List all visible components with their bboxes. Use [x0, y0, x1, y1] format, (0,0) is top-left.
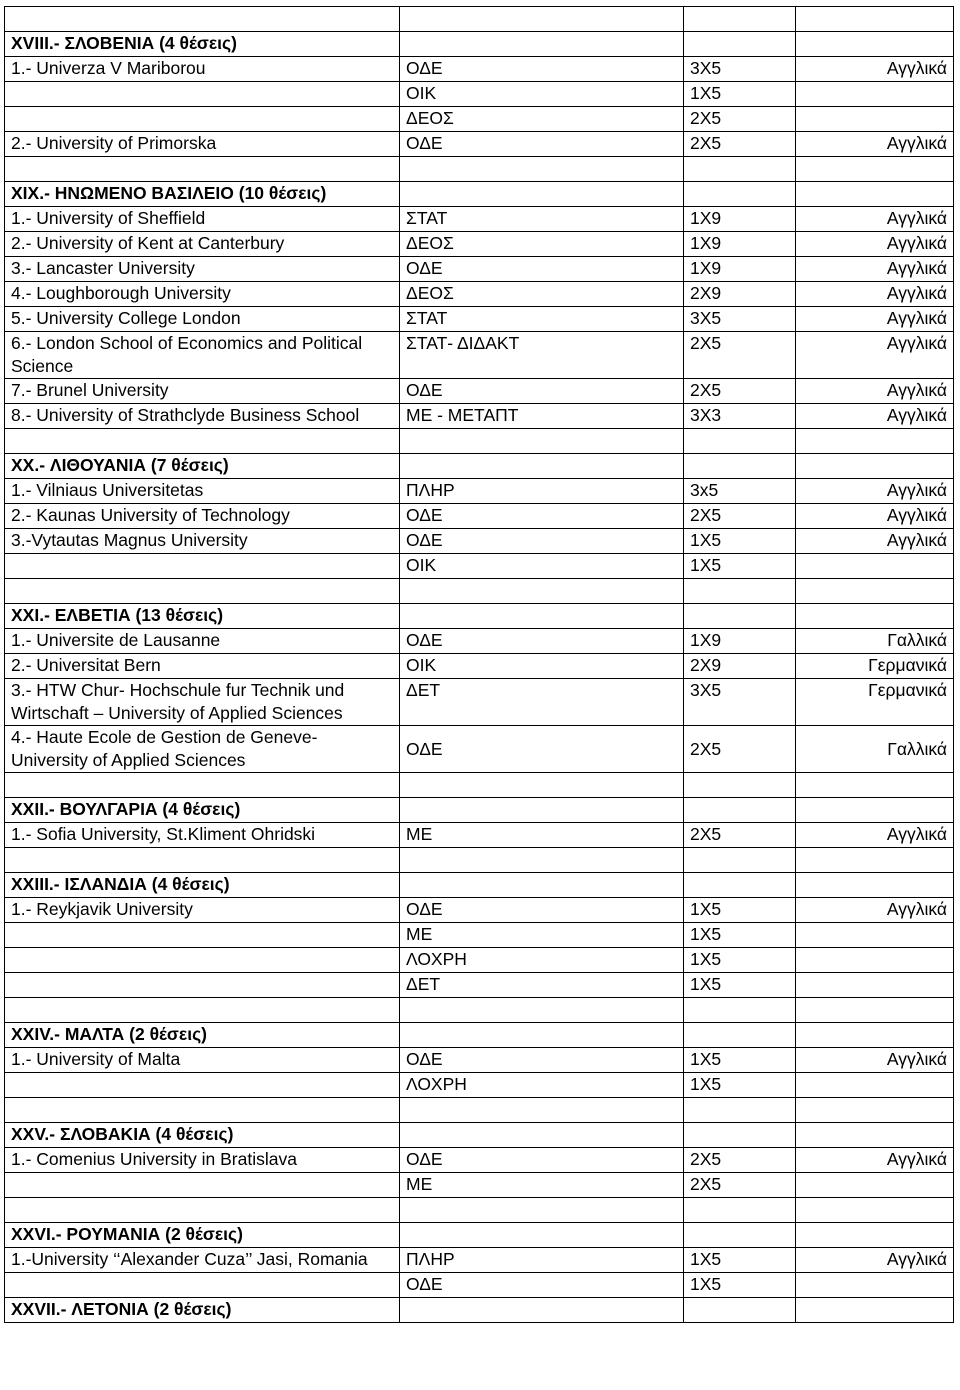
empty-cell [5, 998, 400, 1023]
empty-cell [684, 773, 796, 798]
positions-cell: 3X5 [684, 679, 796, 726]
department-code-cell: ΟΔΕ [400, 57, 684, 82]
blank-row [5, 157, 954, 182]
language-cell: Αγγλικά [796, 898, 954, 923]
country-heading: XXV.- ΣΛΟΒΑΚΙΑ (4 θέσεις) [5, 1123, 400, 1148]
empty-cell [684, 429, 796, 454]
department-code-cell: ΜΕ [400, 823, 684, 848]
language-cell [796, 82, 954, 107]
table-row [5, 726, 954, 773]
country-heading-row [5, 604, 954, 629]
table-row [5, 132, 954, 157]
empty-cell [796, 1123, 954, 1148]
table-row [5, 679, 954, 726]
language-cell: Αγγλικά [796, 332, 954, 379]
empty-cell [400, 1023, 684, 1048]
university-name-cell: 7.- Brunel University [5, 379, 400, 404]
empty-cell [400, 873, 684, 898]
language-cell: Αγγλικά [796, 479, 954, 504]
empty-cell [796, 1098, 954, 1123]
blank-row [5, 848, 954, 873]
positions-cell: 1X5 [684, 923, 796, 948]
department-code-cell: ΟΔΕ [400, 1273, 684, 1298]
department-code-cell: ΔΕΤ [400, 679, 684, 726]
university-name-cell: 1.- Sofia University, St.Kliment Ohridski [5, 823, 400, 848]
positions-cell: 2X5 [684, 379, 796, 404]
language-cell [796, 1073, 954, 1098]
language-cell: Γερμανικά [796, 679, 954, 726]
positions-cell: 2X5 [684, 107, 796, 132]
department-code-cell: ΟΔΕ [400, 898, 684, 923]
university-name-cell: 2.- Kaunas University of Technology [5, 504, 400, 529]
empty-cell [796, 998, 954, 1023]
empty-cell [796, 1298, 954, 1323]
table-row [5, 1273, 954, 1298]
university-name-cell: 1.- Vilniaus Universitetas [5, 479, 400, 504]
empty-cell [796, 773, 954, 798]
empty-cell [796, 157, 954, 182]
department-code-cell: ΛΟΧΡΗ [400, 1073, 684, 1098]
empty-cell [5, 1098, 400, 1123]
empty-cell [684, 1298, 796, 1323]
language-cell: Γαλλικά [796, 726, 954, 773]
university-name-cell [5, 923, 400, 948]
country-heading: XXIV.- ΜΑΛΤΑ (2 θέσεις) [5, 1023, 400, 1048]
university-name-cell [5, 1173, 400, 1198]
language-cell [796, 107, 954, 132]
university-name-cell: 8.- University of Strathclyde Business School [5, 404, 400, 429]
department-code-cell: ΟΔΕ [400, 1048, 684, 1073]
country-heading-row [5, 454, 954, 479]
empty-cell [400, 579, 684, 604]
table-row [5, 1073, 954, 1098]
institutions-table [4, 6, 954, 1323]
department-code-cell: ΔΕΟΣ [400, 282, 684, 307]
positions-cell: 2X5 [684, 823, 796, 848]
language-cell: Αγγλικά [796, 1148, 954, 1173]
empty-cell [400, 7, 684, 32]
empty-cell [684, 579, 796, 604]
language-cell: Αγγλικά [796, 57, 954, 82]
university-name-cell: 2.- University of Kent at Canterbury [5, 232, 400, 257]
blank-row [5, 579, 954, 604]
table-row [5, 307, 954, 332]
department-code-cell: ΣΤΑΤ [400, 307, 684, 332]
university-name-cell [5, 973, 400, 998]
table-row [5, 479, 954, 504]
language-cell [796, 948, 954, 973]
blank-row [5, 1098, 954, 1123]
positions-cell: 2X9 [684, 654, 796, 679]
positions-cell: 3x5 [684, 479, 796, 504]
university-name-cell: 1.- Univerza V Mariborou [5, 57, 400, 82]
table-row [5, 1248, 954, 1273]
department-code-cell: ΟΔΕ [400, 132, 684, 157]
department-code-cell: ΟΔΕ [400, 257, 684, 282]
empty-cell [796, 429, 954, 454]
positions-cell: 3X5 [684, 307, 796, 332]
empty-cell [796, 848, 954, 873]
language-cell: Γαλλικά [796, 629, 954, 654]
university-name-cell: 4.- Haute Ecole de Gestion de Geneve- University of Applied Sciences [5, 726, 400, 773]
table-body [5, 7, 954, 1323]
university-name-cell: 3.- HTW Chur- Hochschule fur Technik und Wirtschaft – University of Applied Sciences [5, 679, 400, 726]
empty-cell [796, 454, 954, 479]
university-name-cell [5, 107, 400, 132]
empty-cell [400, 182, 684, 207]
empty-cell [684, 454, 796, 479]
empty-cell [684, 873, 796, 898]
table-row [5, 207, 954, 232]
table-row [5, 823, 954, 848]
empty-cell [796, 1198, 954, 1223]
university-name-cell: 1.- Universite de Lausanne [5, 629, 400, 654]
empty-cell [684, 1098, 796, 1123]
empty-cell [400, 1298, 684, 1323]
positions-cell: 1X5 [684, 1273, 796, 1298]
country-heading: XXI.- ΕΛΒΕΤΙΑ (13 θέσεις) [5, 604, 400, 629]
empty-cell [400, 773, 684, 798]
empty-cell [400, 1098, 684, 1123]
university-name-cell: 1.- University of Sheffield [5, 207, 400, 232]
country-heading-row [5, 873, 954, 898]
positions-cell: 1X5 [684, 1248, 796, 1273]
positions-cell: 1X9 [684, 257, 796, 282]
country-heading: XXVI.- ΡΟΥΜΑΝΙΑ (2 θέσεις) [5, 1223, 400, 1248]
empty-cell [400, 1123, 684, 1148]
language-cell: Αγγλικά [796, 307, 954, 332]
blank-row [5, 429, 954, 454]
department-code-cell: ΣΤΑΤ [400, 207, 684, 232]
positions-cell: 2X5 [684, 1148, 796, 1173]
department-code-cell: ΔΕΟΣ [400, 232, 684, 257]
language-cell: Αγγλικά [796, 1248, 954, 1273]
positions-cell: 1X9 [684, 232, 796, 257]
language-cell [796, 554, 954, 579]
empty-cell [400, 32, 684, 57]
university-name-cell: 5.- University College London [5, 307, 400, 332]
empty-cell [684, 1198, 796, 1223]
table-row [5, 898, 954, 923]
table-row [5, 1048, 954, 1073]
language-cell [796, 1173, 954, 1198]
department-code-cell: ΟΔΕ [400, 529, 684, 554]
empty-cell [684, 604, 796, 629]
university-name-cell: 2.- Universitat Bern [5, 654, 400, 679]
country-heading: XXII.- ΒΟΥΛΓΑΡΙΑ (4 θέσεις) [5, 798, 400, 823]
language-cell: Γερμανικά [796, 654, 954, 679]
department-code-cell: ΟΙΚ [400, 82, 684, 107]
country-heading-row [5, 1223, 954, 1248]
department-code-cell: ΟΔΕ [400, 629, 684, 654]
positions-cell: 3X3 [684, 404, 796, 429]
department-code-cell: ΜΕ [400, 1173, 684, 1198]
university-name-cell [5, 948, 400, 973]
blank-row [5, 773, 954, 798]
department-code-cell: ΠΛΗΡ [400, 479, 684, 504]
country-heading: XX.- ΛΙΘΟΥΑΝΙΑ (7 θέσεις) [5, 454, 400, 479]
department-code-cell: ΔΕΤ [400, 973, 684, 998]
empty-cell [400, 998, 684, 1023]
language-cell: Αγγλικά [796, 257, 954, 282]
department-code-cell: ΟΙΚ [400, 554, 684, 579]
language-cell [796, 923, 954, 948]
table-row [5, 948, 954, 973]
language-cell: Αγγλικά [796, 282, 954, 307]
table-row [5, 257, 954, 282]
empty-cell [796, 32, 954, 57]
empty-cell [684, 7, 796, 32]
empty-cell [400, 848, 684, 873]
language-cell: Αγγλικά [796, 504, 954, 529]
country-heading-row [5, 32, 954, 57]
table-row [5, 379, 954, 404]
empty-cell [684, 1223, 796, 1248]
language-cell: Αγγλικά [796, 232, 954, 257]
empty-cell [5, 1198, 400, 1223]
empty-cell [5, 7, 400, 32]
positions-cell: 1X5 [684, 554, 796, 579]
empty-cell [400, 604, 684, 629]
empty-cell [796, 873, 954, 898]
positions-cell: 2X5 [684, 1173, 796, 1198]
empty-cell [684, 182, 796, 207]
country-heading: XVIII.- ΣΛΟΒΕΝΙΑ (4 θέσεις) [5, 32, 400, 57]
positions-cell: 2X9 [684, 282, 796, 307]
table-row [5, 107, 954, 132]
language-cell: Αγγλικά [796, 404, 954, 429]
positions-cell: 1X5 [684, 1048, 796, 1073]
positions-cell: 1X9 [684, 629, 796, 654]
positions-cell: 2X5 [684, 132, 796, 157]
empty-cell [400, 157, 684, 182]
country-heading: XXIII.- ΙΣΛΑΝΔΙΑ (4 θέσεις) [5, 873, 400, 898]
country-heading-row [5, 1023, 954, 1048]
country-heading-row [5, 798, 954, 823]
country-heading-row [5, 1298, 954, 1323]
department-code-cell: ΟΔΕ [400, 504, 684, 529]
department-code-cell: ΟΔΕ [400, 379, 684, 404]
empty-cell [400, 1223, 684, 1248]
empty-cell [400, 454, 684, 479]
table-row [5, 629, 954, 654]
university-name-cell: 1.- University of Malta [5, 1048, 400, 1073]
language-cell [796, 973, 954, 998]
language-cell: Αγγλικά [796, 529, 954, 554]
empty-cell [684, 848, 796, 873]
positions-cell: 2X5 [684, 332, 796, 379]
department-code-cell: ΟΔΕ [400, 726, 684, 773]
table-row [5, 232, 954, 257]
language-cell: Αγγλικά [796, 1048, 954, 1073]
positions-cell: 1X5 [684, 529, 796, 554]
department-code-cell: ΔΕΟΣ [400, 107, 684, 132]
table-row [5, 404, 954, 429]
empty-cell [684, 1123, 796, 1148]
empty-cell [684, 157, 796, 182]
country-heading-row [5, 182, 954, 207]
language-cell [796, 1273, 954, 1298]
table-row [5, 923, 954, 948]
country-heading: XXVII.- ΛΕΤΟΝΙΑ (2 θέσεις) [5, 1298, 400, 1323]
university-name-cell [5, 82, 400, 107]
empty-cell [5, 157, 400, 182]
university-name-cell: 4.- Loughborough University [5, 282, 400, 307]
positions-cell: 3X5 [684, 57, 796, 82]
blank-row [5, 1198, 954, 1223]
empty-cell [400, 1198, 684, 1223]
table-row [5, 1148, 954, 1173]
table-row [5, 332, 954, 379]
empty-cell [5, 773, 400, 798]
university-name-cell [5, 1273, 400, 1298]
positions-cell: 2X5 [684, 504, 796, 529]
department-code-cell: ΟΔΕ [400, 1148, 684, 1173]
university-name-cell: 3.- Lancaster University [5, 257, 400, 282]
empty-cell [684, 32, 796, 57]
department-code-cell: ΜΕ [400, 923, 684, 948]
positions-cell: 2X5 [684, 726, 796, 773]
empty-cell [796, 604, 954, 629]
language-cell: Αγγλικά [796, 207, 954, 232]
table-row [5, 973, 954, 998]
department-code-cell: ΟΙΚ [400, 654, 684, 679]
empty-cell [400, 798, 684, 823]
university-name-cell [5, 1073, 400, 1098]
empty-cell [796, 182, 954, 207]
table-row [5, 282, 954, 307]
country-heading: XIX.- ΗΝΩΜΕΝΟ ΒΑΣΙΛΕΙΟ (10 θέσεις) [5, 182, 400, 207]
empty-cell [796, 798, 954, 823]
positions-cell: 1X5 [684, 82, 796, 107]
university-name-cell: 3.-Vytautas Magnus University [5, 529, 400, 554]
empty-cell [5, 429, 400, 454]
language-cell: Αγγλικά [796, 132, 954, 157]
university-name-cell: 1.- Reykjavik University [5, 898, 400, 923]
empty-cell [796, 579, 954, 604]
table-row [5, 554, 954, 579]
blank-row [5, 7, 954, 32]
university-name-cell: 6.- London School of Economics and Political Science [5, 332, 400, 379]
table-row [5, 654, 954, 679]
empty-cell [796, 1223, 954, 1248]
positions-cell: 1X9 [684, 207, 796, 232]
table-row [5, 504, 954, 529]
language-cell: Αγγλικά [796, 823, 954, 848]
positions-cell: 1X5 [684, 973, 796, 998]
table-row [5, 1173, 954, 1198]
university-name-cell [5, 554, 400, 579]
empty-cell [684, 1023, 796, 1048]
university-name-cell: 2.- University of Primorska [5, 132, 400, 157]
blank-row [5, 998, 954, 1023]
positions-cell: 1X5 [684, 948, 796, 973]
department-code-cell: ΜΕ - ΜΕΤΑΠΤ [400, 404, 684, 429]
table-row [5, 529, 954, 554]
empty-cell [796, 7, 954, 32]
empty-cell [400, 429, 684, 454]
table-row [5, 82, 954, 107]
empty-cell [5, 848, 400, 873]
country-heading-row [5, 1123, 954, 1148]
department-code-cell: ΛΟΧΡΗ [400, 948, 684, 973]
empty-cell [684, 798, 796, 823]
empty-cell [684, 998, 796, 1023]
positions-cell: 1X5 [684, 1073, 796, 1098]
language-cell: Αγγλικά [796, 379, 954, 404]
department-code-cell: ΣΤΑΤ- ΔΙΔΑΚΤ [400, 332, 684, 379]
university-name-cell: 1.- Comenius University in Bratislava [5, 1148, 400, 1173]
table-row [5, 57, 954, 82]
university-name-cell: 1.-University ‘‘Alexander Cuza’’ Jasi, Romania [5, 1248, 400, 1273]
empty-cell [796, 1023, 954, 1048]
empty-cell [5, 579, 400, 604]
department-code-cell: ΠΛΗΡ [400, 1248, 684, 1273]
positions-cell: 1X5 [684, 898, 796, 923]
